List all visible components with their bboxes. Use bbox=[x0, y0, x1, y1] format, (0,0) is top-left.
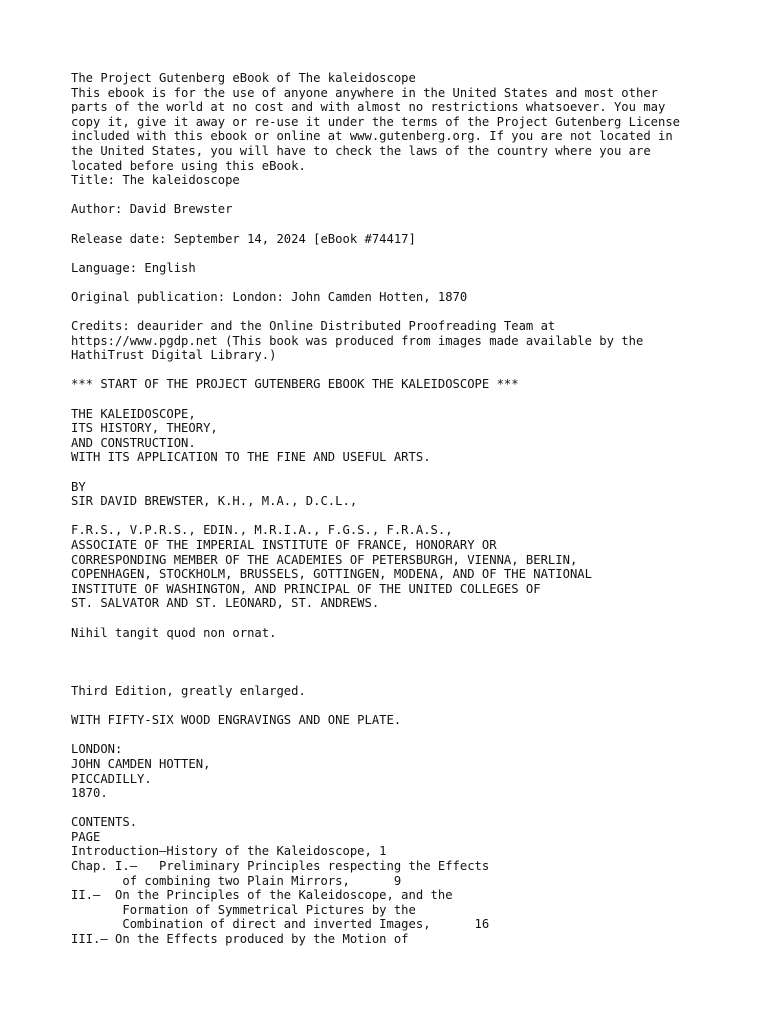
license-line: the United States, you will have to check the laws of the country where you are bbox=[71, 143, 651, 158]
spacer bbox=[71, 363, 751, 378]
contents-entry: II.— On the Principles of the Kaleidoscope, and the bbox=[71, 888, 453, 903]
license-line: This ebook is for the use of anyone anywhere in the United States and most other bbox=[71, 85, 658, 100]
credentials-line: COPENHAGEN, STOCKHOLM, BRUSSELS, GOTTINGEN, MODENA, AND OF THE NATIONAL bbox=[71, 567, 592, 582]
spacer bbox=[71, 275, 751, 290]
meta-language: Language: English bbox=[71, 260, 196, 275]
license-line: located before using this eBook. bbox=[71, 158, 306, 173]
meta-release-date: Release date: September 14, 2024 [eBook #74417] bbox=[71, 231, 416, 246]
ebook-text-document bbox=[71, 71, 751, 947]
credentials-line: F.R.S., V.P.R.S., EDIN., M.R.I.A., F.G.S., F.R.A.S., bbox=[71, 523, 453, 538]
spacer bbox=[71, 246, 751, 261]
imprint-line: JOHN CAMDEN HOTTEN, bbox=[71, 756, 211, 771]
meta-credits: HathiTrust Digital Library.) bbox=[71, 348, 277, 363]
author-name: SIR DAVID BREWSTER, K.H., M.A., D.C.L., bbox=[71, 494, 358, 509]
engravings-note: WITH FIFTY-SIX WOOD ENGRAVINGS AND ONE PLATE. bbox=[71, 713, 402, 728]
motto: Nihil tangit quod non ornat. bbox=[71, 625, 277, 640]
spacer bbox=[71, 509, 751, 524]
spacer bbox=[71, 217, 751, 232]
license-line: parts of the world at no cost and with almost no restrictions whatsoever. You may bbox=[71, 100, 666, 115]
book-title-line: THE KALEIDOSCOPE, bbox=[71, 406, 196, 421]
credentials-line: CORRESPONDING MEMBER OF THE ACADEMIES OF PETERSBURGH, VIENNA, BERLIN, bbox=[71, 552, 578, 567]
spacer bbox=[71, 640, 751, 669]
meta-credits: Credits: deaurider and the Online Distributed Proofreading Team at bbox=[71, 319, 556, 334]
meta-credits: https://www.pgdp.net (This book was produced from images made available by the bbox=[71, 333, 644, 348]
credentials-line: ST. SALVATOR AND ST. LEONARD, ST. ANDREWS. bbox=[71, 596, 380, 611]
spacer bbox=[71, 305, 751, 320]
license-line: copy it, give it away or re-use it under the terms of the Project Gutenberg License bbox=[71, 114, 681, 129]
ebook-header-title: The Project Gutenberg eBook of The kaleidoscope bbox=[71, 71, 416, 85]
meta-original-publication: Original publication: London: John Camden Hotten, 1870 bbox=[71, 289, 468, 304]
spacer bbox=[71, 699, 751, 714]
license-line: included with this ebook or online at www.gutenberg.org. If you are not located in bbox=[71, 129, 673, 144]
edition-note: Third Edition, greatly enlarged. bbox=[71, 683, 306, 698]
credentials-line: ASSOCIATE OF THE IMPERIAL INSTITUTE OF FRANCE, HONORARY OR bbox=[71, 538, 497, 552]
book-title-line: WITH ITS APPLICATION TO THE FINE AND USEFUL ARTS. bbox=[71, 450, 431, 465]
spacer bbox=[71, 801, 751, 816]
meta-author: Author: David Brewster bbox=[71, 202, 233, 217]
contents-entry: of combining two Plain Mirrors, 9 bbox=[71, 873, 402, 888]
spacer bbox=[71, 392, 751, 407]
book-title-line: AND CONSTRUCTION. bbox=[71, 435, 196, 450]
spacer bbox=[71, 465, 751, 480]
contents-entry: III.— On the Effects produced by the Motion of bbox=[71, 932, 409, 947]
contents-heading: CONTENTS. bbox=[71, 815, 138, 830]
spacer bbox=[71, 611, 751, 626]
contents-page-label: PAGE bbox=[71, 829, 101, 844]
contents-entry: Chap. I.— Preliminary Principles respecting the Effects bbox=[71, 859, 490, 874]
meta-title: Title: The kaleidoscope bbox=[71, 173, 240, 188]
spacer bbox=[71, 669, 751, 684]
byline: BY bbox=[71, 479, 86, 494]
imprint-year: 1870. bbox=[71, 786, 108, 801]
book-title-line: ITS HISTORY, THEORY, bbox=[71, 421, 218, 436]
spacer bbox=[71, 188, 751, 203]
credentials-line: INSTITUTE OF WASHINGTON, AND PRINCIPAL OF THE UNITED COLLEGES OF bbox=[71, 581, 541, 596]
imprint-line: PICCADILLY. bbox=[71, 771, 152, 786]
contents-entry: Combination of direct and inverted Images, 16 bbox=[71, 917, 490, 932]
imprint-line: LONDON: bbox=[71, 742, 123, 757]
start-marker: *** START OF THE PROJECT GUTENBERG EBOOK THE KALEIDOSCOPE *** bbox=[71, 377, 519, 392]
contents-entry: Introduction—History of the Kaleidoscope, 1 bbox=[71, 844, 387, 859]
contents-entry: Formation of Symmetrical Pictures by the bbox=[71, 902, 416, 917]
spacer bbox=[71, 728, 751, 743]
